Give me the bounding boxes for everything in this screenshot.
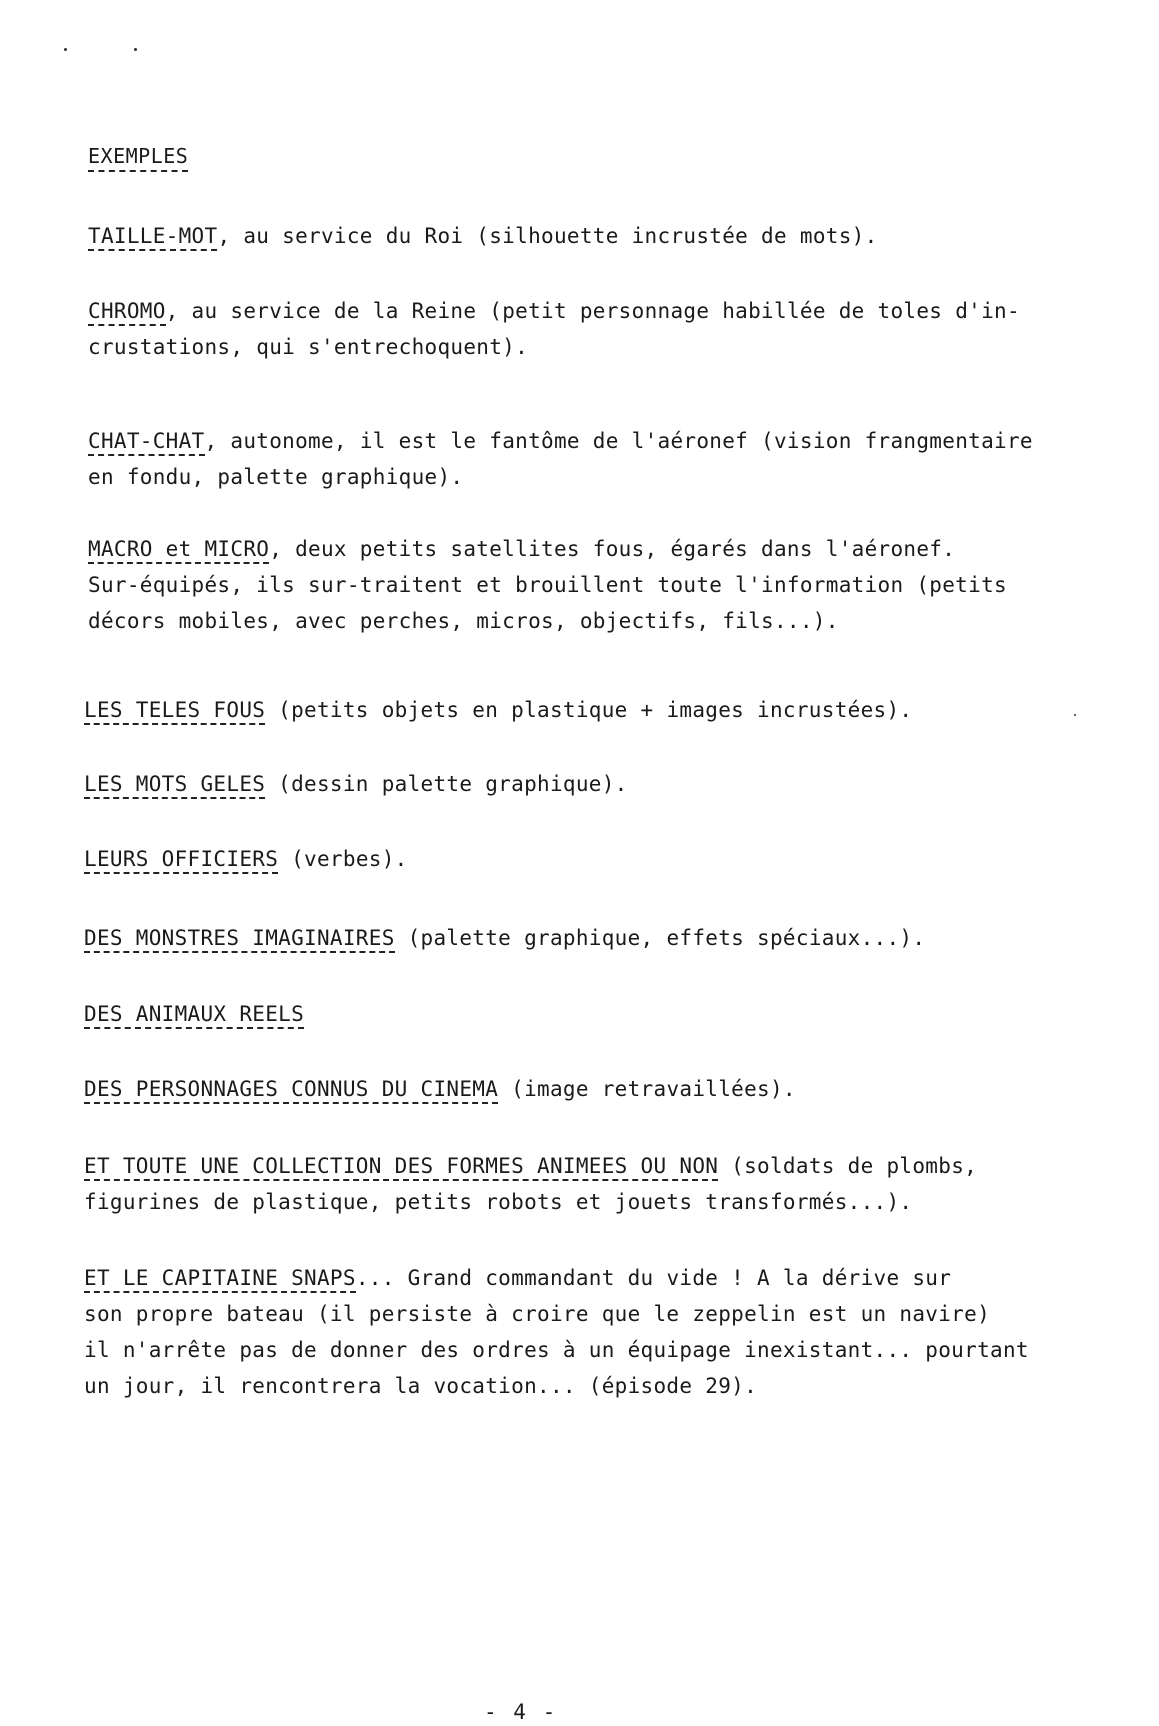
entry-text: Sur-équipés, ils sur-traitent et brouillent toute l'information (petits (88, 573, 1007, 597)
entry-line (84, 766, 1014, 802)
entry-line (88, 567, 1018, 603)
entry-term: LES TELES FOUS (84, 698, 265, 725)
entry-text: (dessin palette graphique). (265, 772, 628, 796)
entry-line (84, 1148, 1014, 1184)
entry (84, 1260, 1029, 1404)
entry-line (88, 293, 1018, 329)
entry (84, 1148, 1014, 1220)
entry-line (84, 841, 1014, 877)
entry-text: , au service du Roi (silhouette incrustée de mots). (217, 224, 878, 248)
entry-line (88, 218, 1018, 254)
entry-text: (petits objets en plastique + images incrustées). (265, 698, 913, 722)
entry (88, 218, 1018, 254)
entry-text: il n'arrête pas de donner des ordres à un équipage inexistant... pourtant (84, 1338, 1029, 1362)
entry-line (88, 329, 1018, 365)
entry-text: (palette graphique, effets spéciaux...). (394, 926, 926, 950)
entry-term: ET TOUTE UNE COLLECTION DES FORMES ANIMEES OU NON (84, 1154, 718, 1181)
entry-line (88, 603, 1018, 639)
entry-term: CHROMO (88, 299, 166, 326)
entry-term: TAILLE-MOT (88, 224, 217, 251)
entry-term: LEURS OFFICIERS (84, 847, 278, 874)
entry-text: son propre bateau (il persiste à croire que le zeppelin est un navire) (84, 1302, 991, 1326)
entry (88, 531, 1018, 639)
scan-speck (1074, 714, 1076, 716)
entry (88, 423, 1033, 495)
scan-speck (134, 48, 137, 51)
entry-text: figurines de plastique, petits robots et jouets transformés...). (84, 1190, 913, 1214)
entry-line (84, 1368, 1014, 1404)
entry-line (88, 423, 1033, 459)
scan-speck (64, 48, 67, 51)
page-number: - 4 - (484, 1700, 558, 1724)
entry-line (84, 1296, 1014, 1332)
entry-line (84, 1071, 1014, 1107)
entry-line (84, 920, 1014, 956)
entry-term: DES ANIMAUX REELS (84, 1002, 304, 1029)
entry-text: crustations, qui s'entrechoquent). (88, 335, 529, 359)
entry-line (84, 1184, 1014, 1220)
entry-line (88, 459, 1018, 495)
entry-term: CHAT-CHAT (88, 429, 205, 456)
entry (88, 293, 1018, 365)
entry-line (84, 692, 1014, 728)
entry-term: DES PERSONNAGES CONNUS DU CINEMA (84, 1077, 498, 1104)
entry-text: , deux petits satellites fous, égarés dans l'aéronef. (269, 537, 956, 561)
entry-term: LES MOTS GELES (84, 772, 265, 799)
entry-text: (verbes). (278, 847, 408, 871)
entry-line (84, 996, 1014, 1032)
entry (84, 996, 1014, 1032)
section-heading: EXEMPLES (88, 144, 188, 172)
entry (84, 920, 1014, 956)
entry-term: ET LE CAPITAINE SNAPS (84, 1266, 356, 1293)
entry-text: décors mobiles, avec perches, micros, objectifs, fils...). (88, 609, 839, 633)
entry (84, 692, 1014, 728)
entry-text: (soldats de plombs, (718, 1154, 978, 1178)
entry (84, 1071, 1014, 1107)
entry-text: , au service de la Reine (petit personnage habillée de toles d'in- (165, 299, 1020, 323)
entry-line (88, 531, 1018, 567)
entry-line (84, 1260, 1014, 1296)
entry-text: , autonome, il est le fantôme de l'aéronef (vision frangmentaire (204, 429, 1033, 453)
entry-term: DES MONSTRES IMAGINAIRES (84, 926, 395, 953)
entry (84, 841, 1014, 877)
entry-text: un jour, il rencontrera la vocation... (épisode 29). (84, 1374, 758, 1398)
entry-text: (image retravaillées). (498, 1077, 796, 1101)
entry-term: MACRO et MICRO (88, 537, 269, 564)
entry-text: en fondu, palette graphique). (88, 465, 464, 489)
entry-text: ... Grand commandant du vide ! A la dérive sur (355, 1266, 952, 1290)
entry (84, 766, 1014, 802)
entry-line (84, 1332, 1029, 1368)
